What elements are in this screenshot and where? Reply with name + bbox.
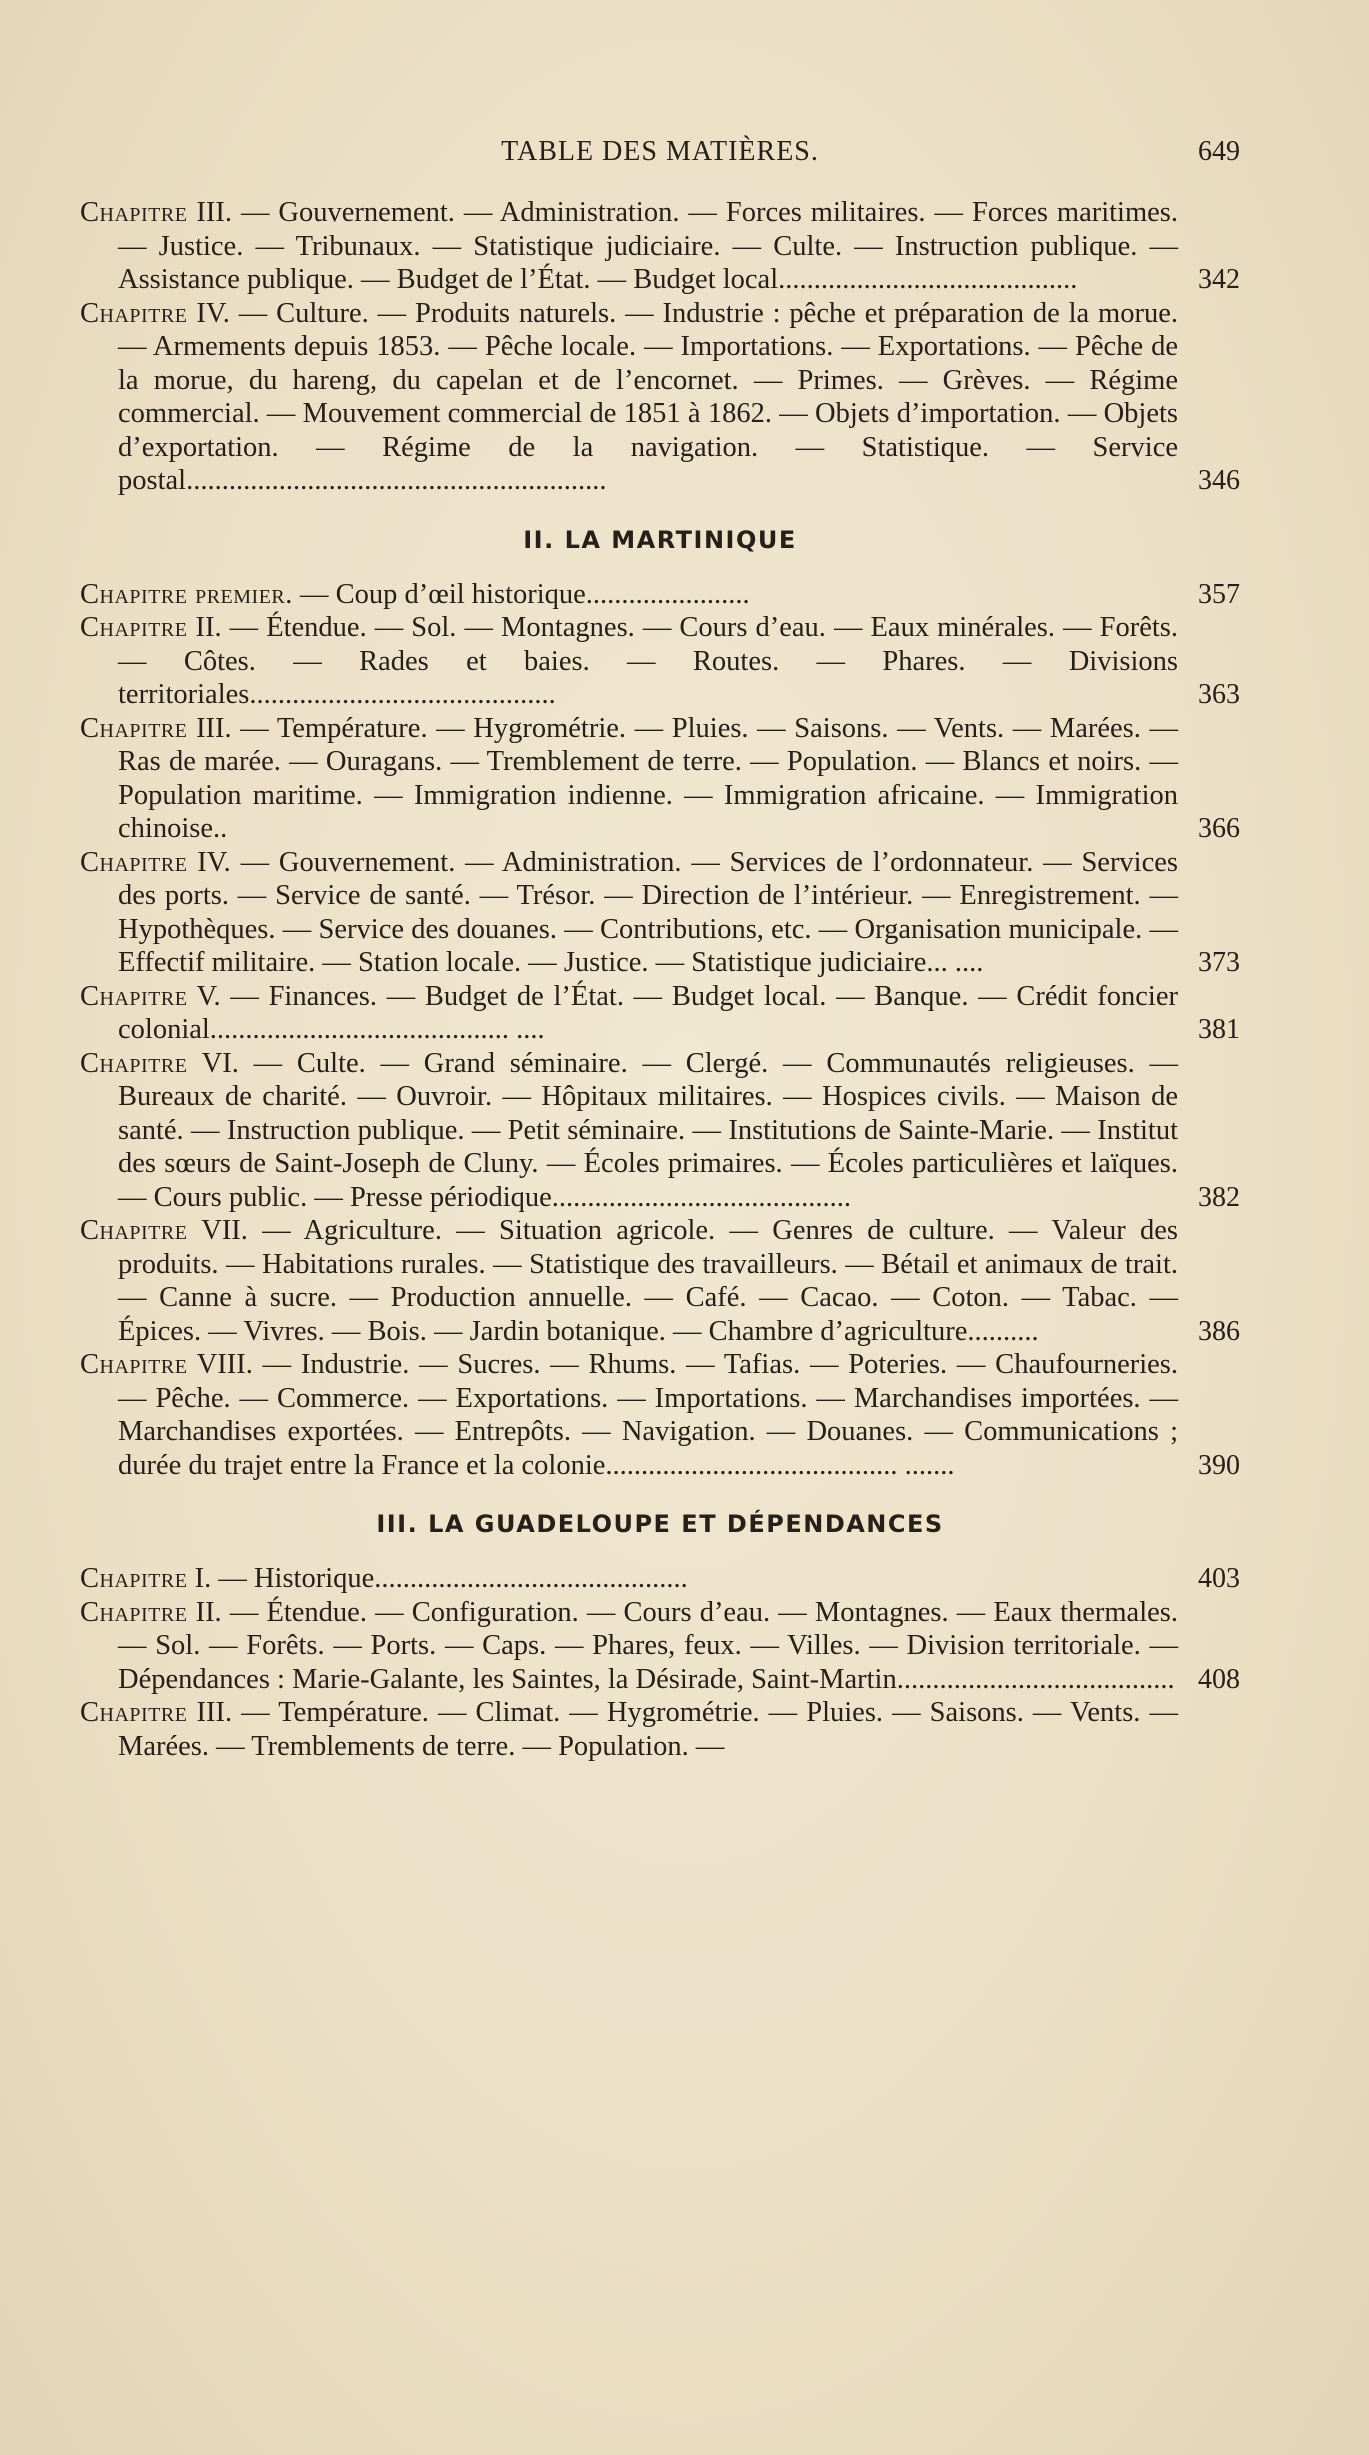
toc-entry xyxy=(80,1348,1240,1482)
chapter-label: Chapitre xyxy=(80,612,188,643)
section-title-guadeloupe: III. LA GUADELOUPE ET DÉPENDANCES xyxy=(376,1510,944,1538)
chapter-contents: III. — Température. — Climat. — Hygrométrie. — Pluies. — Saisons. — Vents. — Marées. — Tremblements de terre. — Population. — xyxy=(118,1697,1178,1762)
chapter-page: 366 xyxy=(1198,813,1240,844)
chapter-page: 342 xyxy=(1198,264,1240,295)
chapter-page: 373 xyxy=(1198,947,1240,978)
chapter-label: Chapitre xyxy=(80,1563,188,1594)
chapter-contents: I. — Historique............................................ xyxy=(187,1563,688,1594)
chapter-label: Chapitre xyxy=(80,1349,188,1380)
chapter-contents: III. — Gouvernement. — Administration. — Forces militaires. — Forces maritimes. — Justice. — Tribunaux. — Statistique judiciaire. — Culte. — Instruction publique. — Assistance publique. — Budget de l’État. — Budget local.......................................... xyxy=(118,197,1178,295)
table-of-contents xyxy=(80,196,1240,1763)
chapter-contents: II. — Étendue. — Configuration. — Cours d’eau. — Montagnes. — Eaux thermales. — Sol. — Forêts. — Ports. — Caps. — Phares, feux. — Villes. — Division territoriale. — Dépendances : Marie-Galante, les Saintes, la Désirade, Saint-Martin....................................... xyxy=(118,1596,1178,1695)
toc-entry xyxy=(80,1696,1240,1763)
chapter-label: Chapitre xyxy=(80,712,188,744)
chapter-contents: II. — Étendue. — Sol. — Montagnes. — Cours d’eau. — Eaux minérales. — Forêts. — Côtes. — Rades et baies. — Routes. — Phares. — Divisions territoriales........................................... xyxy=(118,612,1178,710)
chapter-page: 363 xyxy=(1198,679,1240,710)
chapter-page: 357 xyxy=(1198,578,1240,610)
chapter-label: Chapitre xyxy=(80,1215,188,1246)
chapter-contents: VIII. — Industrie. — Sucres. — Rhums. — Tafias. — Poteries. — Chaufourneries. — Pêche. — Commerce. — Exportations. — Importations. — Marchandises importées. — Marchandises exportées. — Entrepôts. — Navigation. — Douanes. — Communications ; durée du trajet entre la France et la colonie......................................... ....... xyxy=(118,1349,1178,1481)
toc-entry xyxy=(80,1562,1240,1596)
chapter-contents: IV. — Culture. — Produits naturels. — Industrie : pêche et préparation de la morue. — Armements depuis 1853. — Pêche locale. — Importations. — Exportations. — Pêche de la morue, du hareng, du capelan et de l’encornet. — Primes. — Grèves. — Régime commercial. — Mouvement commercial de 1851 à 1862. — Objets d’importation. — Objets d’exportation. — Régime de la navigation. — Statistique. — Service postal........................................................... xyxy=(118,297,1178,496)
chapter-page: 382 xyxy=(1198,1181,1240,1213)
toc-entry xyxy=(80,196,1240,297)
running-title: TABLE DES MATIÈRES. xyxy=(501,136,819,167)
chapter-label: Chapitre xyxy=(80,1596,188,1628)
chapter-contents: VI. — Culte. — Grand séminaire. — Clergé. — Communautés religieuses. — Bureaux de charité. — Ouvroir. — Hôpitaux militaires. — Hospices civils. — Maison de santé. — Instruction publique. — Petit séminaire. — Institutions de Sainte-Marie. — Institut des sœurs de Saint-Joseph de Cluny. — Écoles primaires. — Écoles particulières et laïques. — Cours public. — Presse périodique.......................................... xyxy=(118,1047,1178,1213)
chapter-contents: V. — Finances. — Budget de l’État. — Budget local. — Banque. — Crédit foncier colonial.......................................... .... xyxy=(118,980,1178,1045)
toc-entry xyxy=(80,712,1240,846)
chapter-label: Chapitre xyxy=(80,197,188,228)
page-header xyxy=(80,136,1240,180)
chapter-page: 408 xyxy=(1198,1663,1240,1695)
toc-entry xyxy=(80,578,1240,612)
chapter-page: 346 xyxy=(1198,465,1240,496)
chapter-page: 403 xyxy=(1198,1563,1240,1594)
chapter-page: 381 xyxy=(1198,1014,1240,1045)
chapter-label: Chapitre xyxy=(80,297,188,329)
chapter-contents: VII. — Agriculture. — Situation agricole. — Genres de culture. — Valeur des produits. — Habitations rurales. — Statistique des travailleurs. — Bétail et animaux de trait. — Canne à sucre. — Production annuelle. — Café. — Cacao. — Coton. — Tabac. — Épices. — Vivres. — Bois. — Jardin botanique. — Chambre d’agriculture.......... xyxy=(118,1215,1178,1347)
page-number: 649 xyxy=(1198,136,1240,167)
section-title-martinique: II. LA MARTINIQUE xyxy=(523,525,797,554)
toc-entry xyxy=(80,980,1240,1047)
toc-entry xyxy=(80,1596,1240,1697)
chapter-contents: — Coup d’œil historique....................... xyxy=(292,578,750,610)
chapter-page: 390 xyxy=(1198,1449,1240,1481)
toc-entry xyxy=(80,1047,1240,1215)
chapter-label: Chapitre xyxy=(80,980,188,1012)
chapter-label: Chapitre xyxy=(80,846,188,878)
chapter-label: Chapitre xyxy=(80,1697,188,1728)
toc-entry xyxy=(80,1214,1240,1348)
chapter-label: Chapitre xyxy=(80,1047,188,1079)
chapter-label: Chapitre premier. xyxy=(80,578,293,610)
toc-entry xyxy=(80,611,1240,712)
toc-entry xyxy=(80,297,1240,498)
toc-entry xyxy=(80,846,1240,980)
chapter-contents: IV. — Gouvernement. — Administration. — Services de l’ordonnateur. — Services des ports. — Service de santé. — Trésor. — Direction de l’intérieur. — Enregistrement. — Hypothèques. — Service des douanes. — Contributions, etc. — Organisation municipale. — Effectif militaire. — Station locale. — Justice. — Statistique judiciaire... .... xyxy=(118,846,1178,978)
chapter-page: 386 xyxy=(1198,1315,1240,1347)
chapter-contents: III. — Température. — Hygrométrie. — Pluies. — Saisons. — Vents. — Marées. — Ras de marée. — Ouragans. — Tremblement de terre. — Population. — Blancs et noirs. — Population maritime. — Immigration indienne. — Immigration africaine. — Immigration chinoise.. xyxy=(118,712,1178,844)
